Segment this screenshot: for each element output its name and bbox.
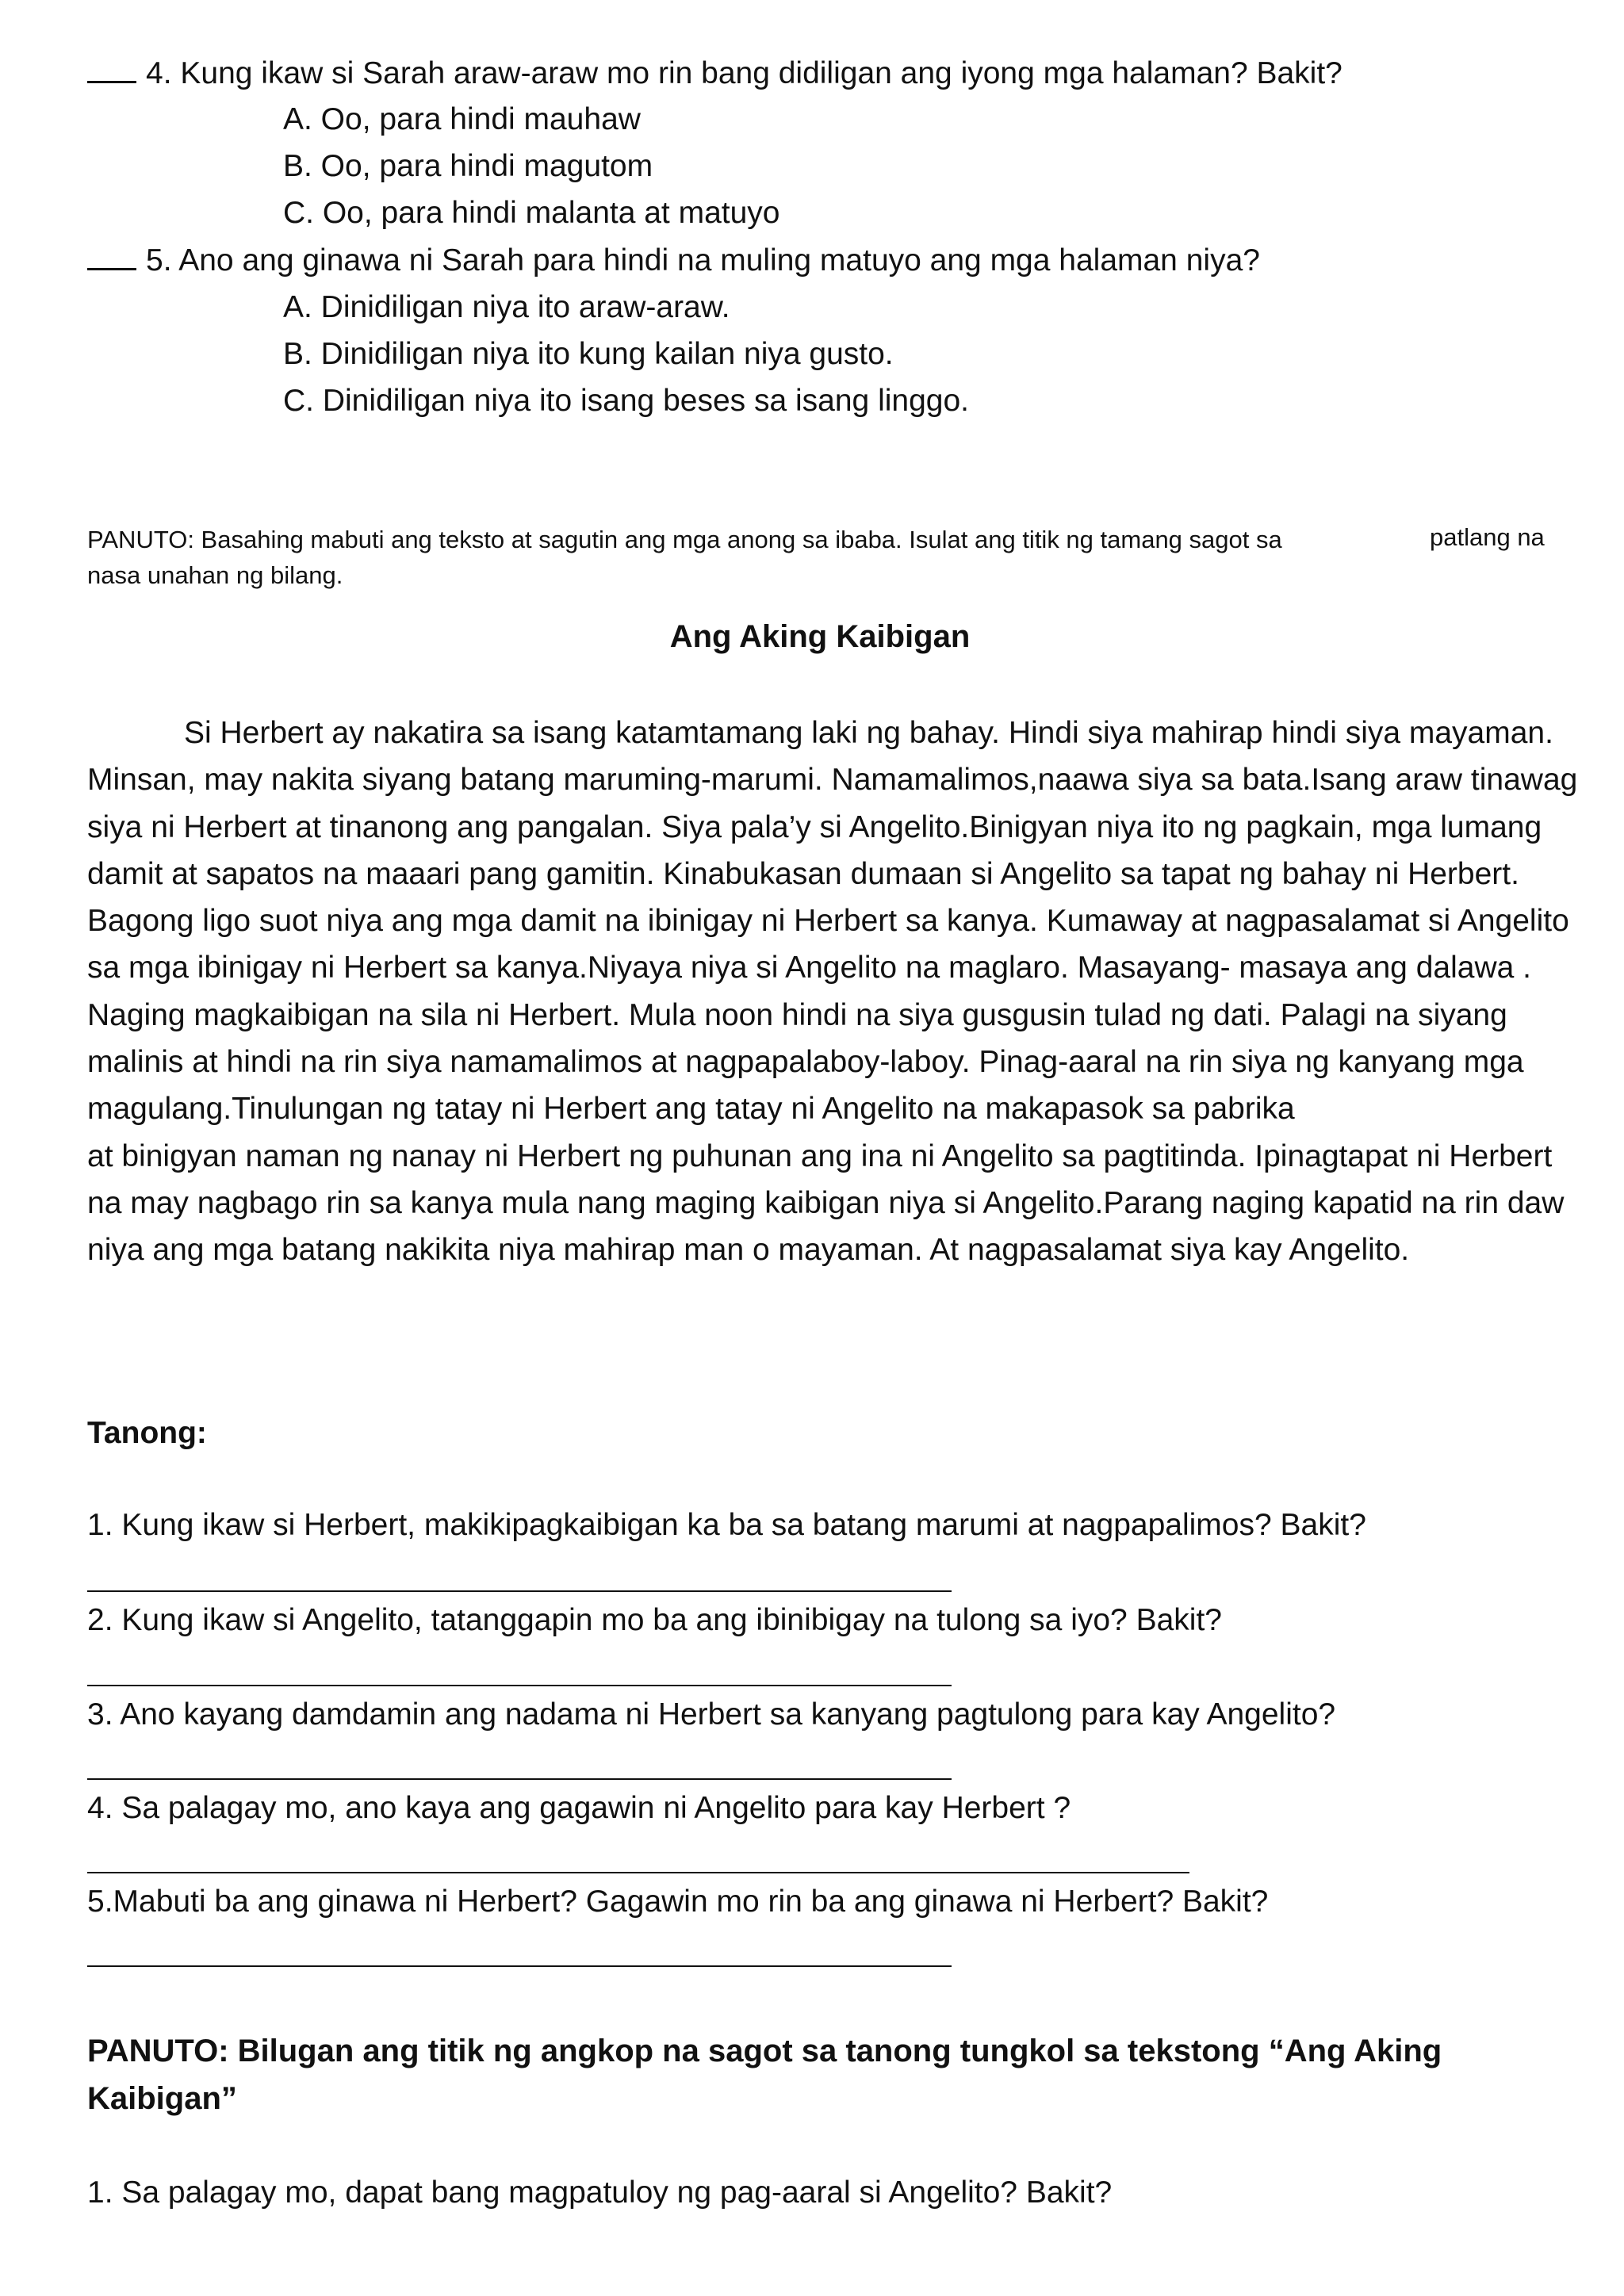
open-question-3: 3. Ano kayang damdamin ang nadama ni Herbert sa kanyang pagtulong para kay Angelito? — [87, 1697, 1336, 1732]
story-body — [87, 710, 1578, 1274]
question-number: 4. — [146, 56, 172, 90]
answer-line[interactable] — [87, 1778, 952, 1780]
option-c: C. Dinidiligan niya ito isang beses sa isang linggo. — [283, 384, 970, 418]
option-a: A. Oo, para hindi mauhaw — [283, 102, 641, 136]
option-c: C. Oo, para hindi malanta at matuyo — [283, 196, 780, 230]
story-paragraph-2: at binigyan naman ng nanay ni Herbert ng puhunan ang ina ni Angelito sa pagtitinda. Ipinagtapat ni Herbert na may nagbago rin sa kanya mula nang maging kaibigan niya si Angelito.Parang naging kapatid na rin daw niya ang mga batang nakikita niya mahirap man o mayaman. At nagpasalamat siya kay Angelito. — [87, 1138, 1565, 1268]
question-text: Ano ang ginawa ni Sarah para hindi na muling matuyo ang mga halaman niya? — [178, 243, 1260, 277]
instruction-line-1: PANUTO: Basahing mabuti ang teksto at sagutin ang mga anong sa ibaba. Isulat ang titik ng tamang sagot sa — [87, 526, 1282, 553]
question-4 — [87, 55, 1342, 92]
open-question-5: 5.Mabuti ba ang ginawa ni Herbert? Gagawin mo rin ba ang ginawa ni Herbert? Bakit? — [87, 1885, 1269, 1919]
answer-blank[interactable] — [87, 243, 136, 270]
open-question-2: 2. Kung ikaw si Angelito, tatanggapin mo ba ang ibinibigay na tulong sa iyo? Bakit? — [87, 1603, 1222, 1637]
answer-line[interactable] — [87, 1965, 952, 1967]
question-number: 5. — [146, 243, 172, 277]
instruction-line-2: nasa unahan ng bilang. — [87, 561, 343, 589]
open-question-1: 1. Kung ikaw si Herbert, makikipagkaibigan ka ba sa batang marumi at nagpapalimos? Bakit? — [87, 1508, 1366, 1542]
answer-line[interactable] — [87, 1685, 952, 1686]
question-5 — [87, 243, 1260, 279]
answer-line[interactable] — [87, 1872, 1189, 1873]
question-text: Kung ikaw si Sarah araw-araw mo rin bang didiligan ang iyong mga halaman? Bakit? — [180, 56, 1342, 90]
option-b: B. Oo, para hindi magutom — [283, 149, 653, 183]
open-question-4: 4. Sa palagay mo, ano kaya ang gagawin ni Angelito para kay Herbert ? — [87, 1791, 1071, 1825]
section-three-instruction: PANUTO: Bilugan ang titik ng angkop na sagot sa tanong tungkol sa tekstong “Ang Aking Kaibigan” — [87, 2034, 1442, 2116]
story-paragraph-1: Si Herbert ay nakatira sa isang katamtamang laki ng bahay. Hindi siya mahirap hindi siya mayaman. Minsan, may nakita siyang batang maruming-marumi. Namamalimos,naawa siya sa bata.Isang araw tinawag siya ni Herbert at tinanong ang pangalan. Siya pala’y si Angelito.Binigyan niya ito ng pagkain, mga lumang damit at sapatos na maaari pang gamitin. Kinabukasan dumaan si Angelito sa tapat ng bahay ni Herbert. Bagong ligo suot niya ang mga damit na ibinigay ni Herbert sa kanya. Kumaway at nagpasalamat si Angelito sa mga ibinigay ni Herbert sa kanya.Niyaya niya si Angelito na maglaro. Masayang- masaya ang dalawa . Naging magkaibigan na sila ni Herbert. Mula noon hindi na siya gusgusin tulad ng dati. Palagi na siyang malinis at hindi na rin siya namamalimos at nagpapalaboy-laboy. Pinag-aaral na rin siya ng kanyang mga magulang.Tinulungan ng tatay ni Herbert ang tatay ni Angelito na makapasok sa pabrika — [87, 716, 1578, 1127]
option-b: B. Dinidiligan niya ito kung kailan niya gusto. — [283, 337, 894, 371]
story-title: Ang Aking Kaibigan — [669, 619, 971, 654]
questions-heading: Tanong: — [87, 1416, 207, 1450]
section-three-question-1: 1. Sa palagay mo, dapat bang magpatuloy ng pag-aaral si Angelito? Bakit? — [87, 2175, 1113, 2210]
instruction-line-1-end: patlang na — [1430, 523, 1545, 551]
answer-blank[interactable] — [87, 55, 136, 83]
option-a: A. Dinidiligan niya ito araw-araw. — [283, 290, 730, 324]
answer-line[interactable] — [87, 1590, 952, 1592]
